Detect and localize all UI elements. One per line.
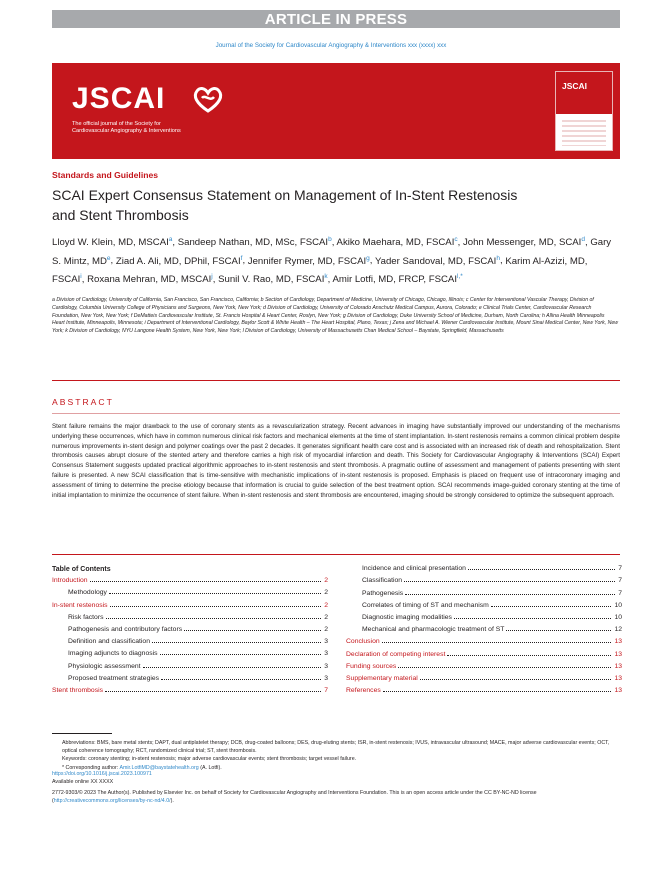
author-name-text: Sunil V. Rao, MD, FSCAI (218, 274, 325, 286)
toc-leader-dots (160, 654, 322, 655)
toc-leader-dots (105, 691, 321, 692)
toc-entry-label: Mechanical and pharmacologic treatment of ST (362, 626, 505, 634)
toc-leader-dots (468, 569, 615, 570)
author-affiliation-marker[interactable]: j (211, 272, 213, 280)
toc-entry[interactable] (52, 645, 328, 657)
cover-text-lines (562, 120, 606, 146)
author-name-text: Amir Lotfi, MD, FRCP, FSCAI (332, 274, 457, 286)
toc-entry[interactable] (52, 584, 328, 596)
toc-leader-dots (109, 593, 321, 594)
toc-entry[interactable] (346, 633, 622, 645)
toc-entry-page: 3 (324, 662, 328, 670)
abstract-text: Stent failure remains the major drawback to the use of coronary stents as a revascularization strategy. Recent advances in imaging have substantially improved our understanding of the mechanisms underlying these occurrences, which have in common numerous clinical risk factors and mechanical elements at the time of stent implantation. In-stent restenosis remains a common clinical problem despite numerous improvements in-stent design and polymer coatings over the past 2 decades. It generates significant health care cost and is associated with an increased risk of death and rehospitalization. Stent thrombosis causes abrupt closure of the stented artery and therefore carries a high risk of myocardial infarction and death. This Society for Cardiovascular Angiography & Interventions (SCAI) Expert Consensus Statement suggests updated practical algorithmic approaches to in-stent restenosis and stent thrombosis. A pragmatic outline of assessment and management of patients presenting with stent failure is presented. A new SCAI classification that is time-sensitive with mechanistic implications of in-stent restenosis is proposed. Emphasis is placed on frequent use of intracoronary imaging and assessment of timing to determine the precise etiology because that information is crucial to guide selection of the best treatment option. SCAI recommends image-guided coronary stenting at the time of initial implantation to minimize the occurrence of stent failure. When in-stent restenosis and stent thrombosis are encountered, imaging should be strongly considered to optimize the subsequent approach. (52, 423, 620, 499)
toc-leader-dots (106, 618, 322, 619)
toc-entry[interactable] (346, 572, 622, 584)
toc-leader-dots (506, 630, 611, 631)
affiliations: a Division of Cardiology, University of California, San Francisco, San Francisco, California; b Section of Cardiology, Department of Medicine, University of Chicago, Chicago, Illinois; c Center for Interventional Vascular Therapy, Division of Cardiology, Columbia University College of Physicians and Surgeons, New York, New York; d Division of Cardiology, University of Colorado Anschutz Medical Campus, Aurora, Colorado; e Clinical Trials Center, Cardiovascular Research Foundation, New York, New York; f DeMatteis Cardiovascular Institute, St. Francis Hospital & Heart Center, Roslyn, New York; g Division of Cardiology, Duke University School of Medicine, Durham, North Carolina; h Allina Health Minneapolis Heart Institute, Minneapolis, Minnesota; i Department of Interventional Cardiology, Baylor Scott & White Health – The Heart Hospital, Plano, Texas; j Zena and Michael A. Wiener Cardiovascular Institute, Mount Sinai Medical Center, New York, New York; k Division of Cardiology, NYU Langone Health System, New York, New York; l Division of Cardiology, University of Massachusetts Chan Medical School – Baystate, Springfield, Massachusetts (52, 297, 618, 335)
toc-leader-dots (152, 642, 321, 643)
journal-cover-thumbnail (555, 71, 613, 151)
author-affiliation-marker[interactable]: k (324, 272, 328, 280)
toc-leader-dots (184, 630, 321, 631)
toc-entry-page: 13 (614, 674, 622, 682)
toc-heading: Table of Contents (52, 566, 111, 573)
tagline-line: The official journal of the Society for (72, 121, 161, 127)
author-affiliation-marker[interactable]: c (454, 236, 458, 243)
cover-title: JSCAI (562, 81, 588, 91)
toc-leader-dots (383, 691, 612, 692)
title-line: and Stent Thrombosis (52, 206, 189, 223)
toc-entry-label: Definition and classification (68, 638, 150, 646)
toc-left-column (52, 572, 328, 694)
divider (52, 413, 620, 414)
toc-leader-dots (382, 642, 612, 643)
author-name-text: Karim Al-Azizi, MD, FSCAI (52, 255, 588, 286)
title-line: SCAI Expert Consensus Statement on Management of In-Stent Restenosis (52, 187, 518, 203)
toc-entry-label: Funding sources (346, 662, 397, 670)
toc-entry[interactable] (52, 657, 328, 669)
author-name-text: Gary S. Mintz, MD (52, 237, 612, 267)
author-affiliation-marker[interactable]: d (581, 236, 585, 243)
author-name-text: Lloyd W. Klein, MD, MSCAI (52, 237, 169, 249)
toc-entry[interactable] (52, 596, 328, 608)
author-name (463, 237, 585, 248)
corresponding-suffix: (A. Lotfi). (200, 764, 222, 771)
author-name (116, 256, 243, 267)
toc-entry-label: Introduction (52, 577, 88, 585)
toc-entry-label: Conclusion (346, 638, 380, 646)
toc-entry-page: 2 (324, 589, 328, 597)
heart-logo-icon (190, 81, 226, 117)
toc-entry[interactable] (52, 609, 328, 621)
author-affiliation-marker[interactable]: l,* (457, 272, 463, 280)
toc-leader-dots (454, 618, 612, 619)
tagline-line: Cardiovascular Angiography & Interventions (72, 128, 181, 135)
author-affiliation-marker[interactable]: f (240, 254, 243, 262)
cover-header (556, 72, 612, 114)
divider (52, 380, 620, 381)
author-name (375, 256, 500, 267)
toc-entry-label: Imaging adjuncts to diagnosis (68, 650, 158, 658)
toc-leader-dots (491, 606, 612, 607)
author-name-text: Roxana Mehran, MD, MSCAI (87, 274, 212, 286)
copyright-text: 2772-9303/© 2023 The Author(s). Published by Elsevier Inc. on behalf of Society for Cardiovascular Angiography and Interventions Foundation. This is an open access article under the CC BY-NC-ND license ( (52, 789, 537, 805)
toc-entry[interactable] (346, 584, 622, 596)
toc-entry-page: 3 (324, 638, 328, 646)
author-affiliation-marker[interactable]: a (168, 236, 173, 243)
toc-entry[interactable] (52, 572, 328, 584)
abstract-heading: ABSTRACT (52, 397, 114, 407)
author-name-text: Akiko Maehara, MD, FSCAI (336, 237, 455, 249)
author-name (52, 237, 172, 248)
toc-entry-label: Physiologic assessment (68, 662, 141, 670)
toc-entry[interactable] (346, 621, 622, 633)
toc-entry-label: Declaration of competing interest (346, 650, 446, 658)
toc-entry[interactable] (52, 682, 328, 694)
toc-entry-page: 7 (618, 577, 622, 585)
toc-right-column (346, 560, 622, 694)
article-title (52, 186, 612, 225)
toc-entry[interactable] (346, 560, 622, 572)
toc-entry-page: 7 (618, 589, 622, 597)
toc-entry-page: 2 (324, 613, 328, 621)
keywords-note: Keywords: coronary stenting; in-stent restenosis; major adverse cardiovascular events; stent thrombosis; target vessel failure. (62, 756, 357, 763)
toc-entry[interactable] (346, 597, 622, 609)
author-name (332, 274, 462, 285)
toc-entry-page: 13 (614, 638, 622, 646)
toc-entry-label: Risk factors (68, 613, 104, 621)
toc-entry-label: Stent thrombosis (52, 686, 103, 694)
footnotes (52, 739, 620, 772)
footnote-rule (52, 733, 112, 734)
toc-leader-dots (405, 594, 615, 595)
toc-entry-page: 7 (324, 686, 328, 694)
author-name (337, 237, 458, 248)
toc-entry[interactable] (346, 670, 622, 682)
toc-entry-label: Diagnostic imaging modalities (362, 613, 452, 621)
toc-entry-label: In-stent restenosis (52, 601, 108, 609)
author-name-text: Jennifer Rymer, MD, FSCAI (247, 255, 367, 267)
toc-entry-page: 3 (324, 650, 328, 658)
author-affiliation-marker[interactable]: i (80, 272, 82, 280)
toc-entry-page: 7 (618, 565, 622, 573)
article-meta (52, 770, 620, 806)
doi-link[interactable]: https://doi.org/10.1016/j.jscai.2023.100971 (52, 771, 152, 777)
toc-entry[interactable] (52, 633, 328, 645)
toc-leader-dots (398, 667, 611, 668)
author-name (218, 274, 328, 285)
toc-entry-page: 2 (324, 625, 328, 633)
section-label: Standards and Guidelines (52, 170, 159, 180)
abbreviations-note: Abbreviations: BMS, bare metal stents; DAPT, dual antiplatelet therapy; DCB, drug-coated balloons; DES, drug-eluting stents; ISR, in-stent restenosis; IVUS, intravascular ultrasound; MACE, major adverse cardiovascular events; OCT, optical coherence tomography; RCT, randomized clinical trial; ST, stent thrombosis. (62, 740, 610, 755)
corresponding-email-link[interactable]: Amir.LotfiMD@baystatehealth.org (119, 764, 199, 771)
toc-leader-dots (447, 655, 611, 656)
license-link[interactable]: http://creativecommons.org/licenses/by-nc-nd/4.0/ (53, 798, 171, 805)
toc-entry-page: 10 (614, 601, 622, 609)
toc-leader-dots (143, 667, 322, 668)
author-affiliation-marker[interactable]: b (328, 236, 332, 243)
journal-masthead (52, 63, 620, 159)
toc-entry-page: 12 (614, 626, 622, 634)
toc-entry-label: Supplementary material (346, 674, 418, 682)
toc-leader-dots (420, 679, 612, 680)
journal-citation-line[interactable]: Journal of the Society for Cardiovascular Angiography & Interventions xxx (xxxx) xxx (215, 42, 447, 49)
article-in-press-banner: ARTICLE IN PRESS (52, 10, 620, 28)
author-name-text: John Messenger, MD, SCAI (462, 237, 582, 249)
journal-tagline (72, 121, 222, 136)
toc-entry-page: 2 (324, 601, 328, 609)
divider (52, 554, 620, 555)
author-affiliation-marker[interactable]: h (496, 254, 500, 262)
copyright-line (52, 789, 620, 806)
author-affiliation-marker[interactable]: e (106, 254, 111, 262)
toc-entry-label: Correlates of timing of ST and mechanism (362, 601, 489, 609)
toc-leader-dots (404, 581, 615, 582)
toc-entry[interactable] (52, 621, 328, 633)
author-name (87, 274, 213, 285)
toc-entry[interactable] (346, 645, 622, 657)
toc-entry-page: 10 (614, 613, 622, 621)
toc-entry-page: 3 (324, 674, 328, 682)
toc-leader-dots (161, 679, 321, 680)
author-affiliation-marker[interactable]: g (366, 254, 370, 262)
toc-leader-dots (90, 581, 322, 582)
toc-entry-label: Pathogenesis (362, 589, 404, 597)
toc-entry-label: Pathogenesis and contributory factors (68, 625, 183, 633)
toc-entry-page: 2 (324, 577, 328, 585)
toc-entry[interactable] (52, 670, 328, 682)
copyright-end: ). (170, 798, 174, 805)
author-name-text: Ziad A. Ali, MD, DPhil, FSCAI (115, 255, 241, 267)
toc-entry-page: 13 (614, 687, 622, 695)
toc-entry[interactable] (346, 658, 622, 670)
author-list: Lloyd W. Klein, MD, MSCAI$^a$, Sandeep Nathan, MD, MSc, FSCAI$^b$, Akiko Maehara, MD, FSCAI$^c$, John Messenger, MD, SCAI$^d$, Gary S. Mintz, MDe, Ziad A. Ali, MD, DPhil, FSCAI$^f$, Jennifer Rymer, MD, FSCAI$^g$, Yader Sandoval, MD, FSCAI$^h$, Karim Al-Azizi, MD, FSCAI$^i$, Roxana Mehran, MD, MSCAI$^j$, Sunil V. Rao, MD, FSCAI$^k$, Amir Lotfi, MD, FRCP, $FSCAI^{l,*}$ (52, 236, 612, 286)
toc-entry-label: Incidence and clinical presentation (362, 565, 466, 573)
jscai-logo: JSCAI (72, 82, 166, 115)
toc-entry[interactable] (346, 609, 622, 621)
toc-entry-page: 13 (614, 662, 622, 670)
toc-entry-label: References (346, 687, 381, 695)
author-name-text: Sandeep Nathan, MD, MSc, FSCAI (177, 237, 329, 249)
author-name (178, 237, 332, 248)
corresponding-prefix: * Corresponding author: (62, 764, 119, 771)
toc-entry-page: 13 (614, 650, 622, 658)
toc-entry-label: Proposed treatment strategies (68, 674, 160, 682)
author-name-text: Yader Sandoval, MD, FSCAI (374, 255, 497, 267)
toc-entry[interactable] (346, 682, 622, 694)
toc-leader-dots (110, 606, 322, 607)
available-online: Available online XX XXXX (52, 779, 114, 786)
author-name (248, 256, 370, 267)
toc-entry-label: Classification (362, 577, 403, 585)
toc-entry-label: Methodology (68, 589, 107, 597)
